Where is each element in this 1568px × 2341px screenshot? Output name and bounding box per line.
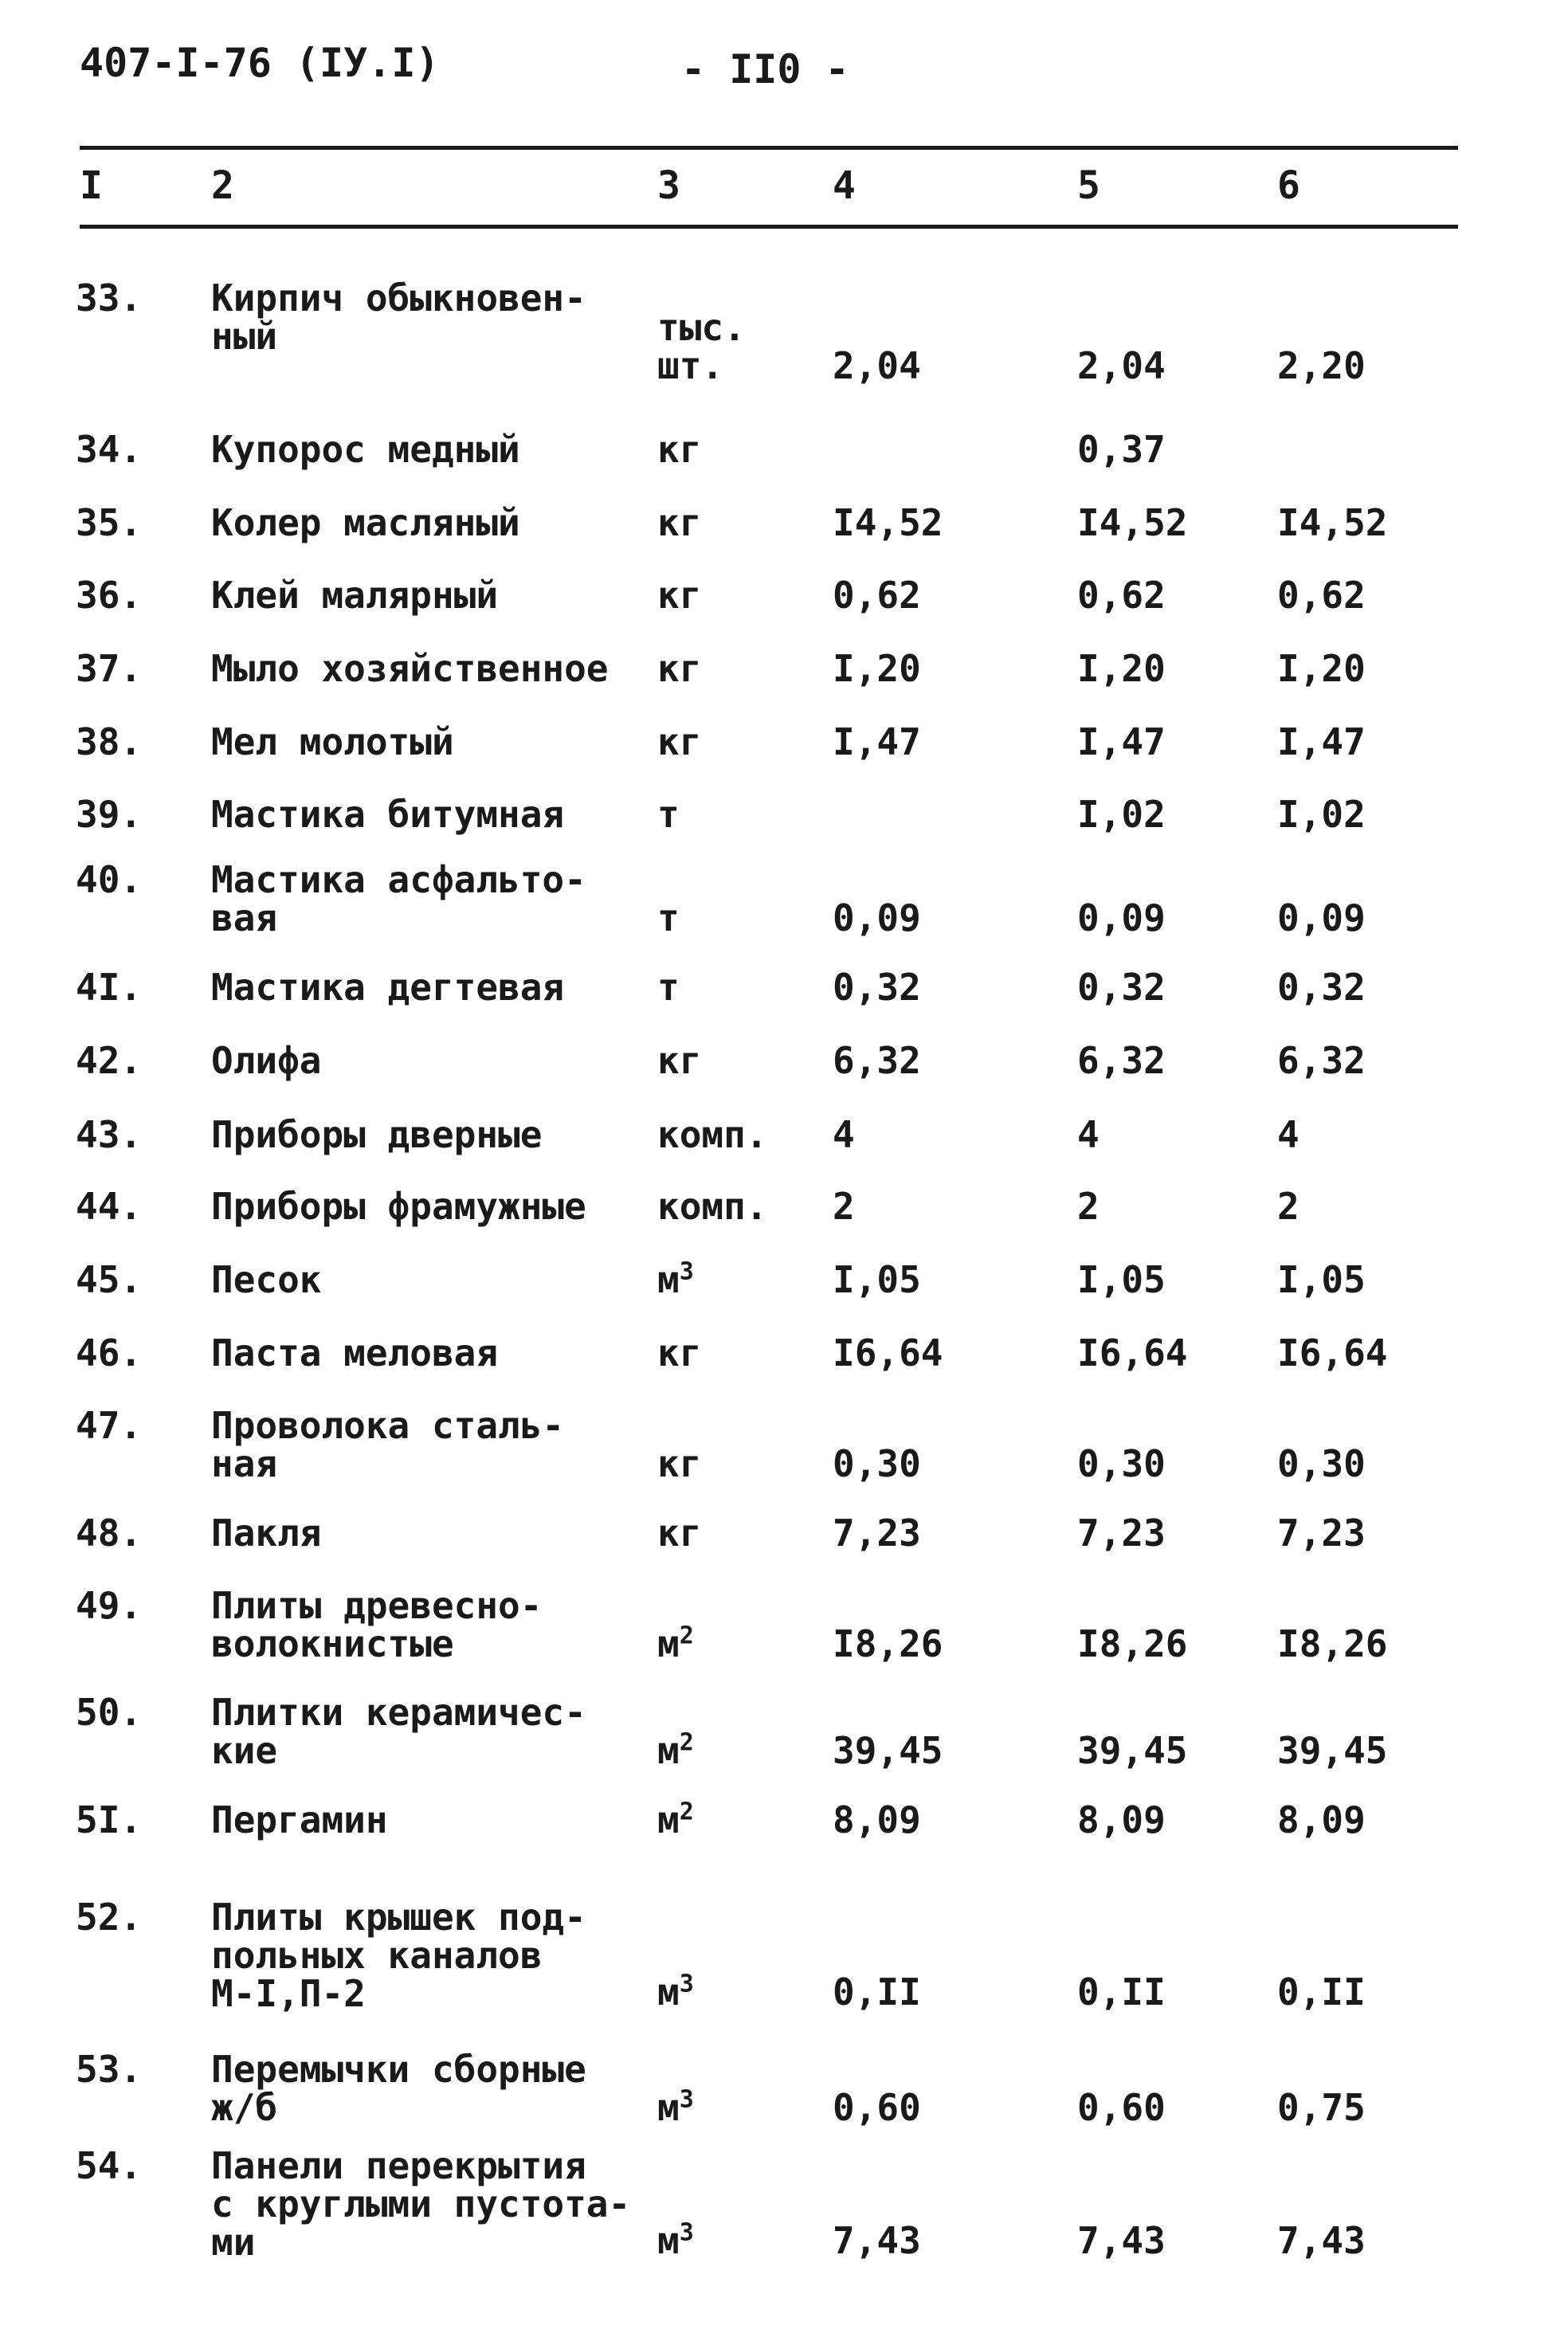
material-name: Плиты крышек под- польных каналов М-I,П-2 — [211, 1896, 586, 2015]
value-col-6: 7,43 — [1277, 2219, 1366, 2262]
unit: комп. — [657, 1113, 768, 1156]
value-col-6: I,47 — [1277, 720, 1366, 763]
column-header-4: 4 — [833, 163, 856, 208]
value-col-6: 39,45 — [1277, 1729, 1388, 1772]
unit: $м^3$ — [657, 2218, 694, 2262]
unit: $м^2$ — [657, 1621, 694, 1665]
material-name: Мастика битумная — [211, 793, 565, 836]
material-name: Приборы дверные — [211, 1113, 543, 1156]
value-col-6: 0,09 — [1277, 896, 1366, 939]
value-col-6: 0,62 — [1277, 574, 1366, 617]
value-col-6: 0,75 — [1277, 2086, 1366, 2129]
value-col-5: 0,60 — [1077, 2086, 1166, 2129]
unit: $м^2$ — [657, 1798, 694, 1841]
unit-exponent: 3 — [679, 1970, 694, 1998]
value-col-4: 39,45 — [833, 1729, 943, 1772]
material-name: Песок — [211, 1258, 322, 1301]
value-col-4: 4 — [833, 1113, 855, 1156]
value-col-5: 7,23 — [1077, 1512, 1166, 1555]
unit: $м^3$ — [657, 2085, 694, 2129]
unit-exponent: 2 — [679, 1728, 694, 1757]
row-number: 43. — [76, 1113, 143, 1156]
value-col-6: 8,09 — [1277, 1798, 1366, 1841]
value-col-5: 4 — [1077, 1113, 1100, 1156]
unit: кг — [657, 720, 702, 763]
value-col-5: 6,32 — [1077, 1039, 1166, 1082]
value-col-4: 8,09 — [833, 1798, 921, 1841]
unit-exponent: 3 — [679, 2218, 694, 2247]
row-number: 40. — [76, 858, 143, 901]
unit: тыс. шт. — [657, 306, 746, 387]
value-col-5: 2 — [1077, 1185, 1100, 1228]
unit: кг — [657, 574, 702, 617]
value-col-4: 0,II — [833, 1970, 921, 2014]
material-name: Панели перекрытия с круглыми пустота- ми — [211, 2144, 631, 2264]
value-col-5: 0,37 — [1077, 428, 1166, 471]
value-col-6: 0,32 — [1277, 966, 1366, 1009]
unit: кг — [657, 428, 702, 471]
value-col-5: 0,32 — [1077, 966, 1166, 1009]
value-col-6: I8,26 — [1277, 1622, 1388, 1665]
value-col-4: 0,60 — [833, 2086, 921, 2129]
material-name: Мыло хозяйственное — [211, 647, 609, 690]
value-col-5: 2,04 — [1077, 344, 1166, 387]
value-col-5: 0,62 — [1077, 574, 1166, 617]
page-number: - II0 - — [681, 46, 849, 92]
row-number: 46. — [76, 1331, 143, 1374]
row-number: 44. — [76, 1185, 143, 1228]
row-number: 34. — [76, 428, 143, 471]
value-col-5: I,47 — [1077, 720, 1166, 763]
unit: кг — [657, 647, 702, 690]
unit: кг — [657, 1331, 702, 1374]
document-code: 407-I-76 (IУ.I) — [80, 40, 440, 86]
material-name: Пакля — [211, 1512, 322, 1555]
value-col-4: 7,23 — [833, 1512, 921, 1555]
unit: т — [657, 793, 680, 836]
unit: кг — [657, 1442, 702, 1485]
value-col-4: 2 — [833, 1185, 855, 1228]
material-name: Проволока сталь- ная — [211, 1404, 565, 1485]
value-col-5: 0,II — [1077, 1970, 1166, 2014]
value-col-5: I,02 — [1077, 793, 1166, 836]
material-name: Колер масляный — [211, 501, 520, 544]
value-col-4: 6,32 — [833, 1039, 921, 1082]
unit: $м^2$ — [657, 1728, 694, 1772]
value-col-6: I,05 — [1277, 1258, 1366, 1301]
unit-exponent: 3 — [679, 1257, 694, 1286]
value-col-6: 6,32 — [1277, 1039, 1366, 1082]
value-col-5: 8,09 — [1077, 1798, 1166, 1841]
unit: кг — [657, 1039, 702, 1082]
value-col-5: I8,26 — [1077, 1622, 1188, 1665]
value-col-6: 7,23 — [1277, 1512, 1366, 1555]
row-number: 45. — [76, 1258, 143, 1301]
row-number: 35. — [76, 501, 143, 544]
unit: $м^3$ — [657, 1257, 694, 1301]
unit: кг — [657, 1512, 702, 1555]
material-name: Паста меловая — [211, 1331, 499, 1374]
material-name: Плитки керамичес- кие — [211, 1691, 586, 1772]
column-header-3: 3 — [657, 163, 680, 208]
material-name: Приборы фрамужные — [211, 1185, 586, 1228]
value-col-5: I,20 — [1077, 647, 1166, 690]
row-number: 50. — [76, 1691, 143, 1734]
material-name: Мастика асфальто- вая — [211, 858, 586, 939]
row-number: 39. — [76, 793, 143, 836]
value-col-6: I4,52 — [1277, 501, 1388, 544]
value-col-5: 7,43 — [1077, 2219, 1166, 2262]
value-col-6: I6,64 — [1277, 1331, 1388, 1374]
value-col-4: 0,09 — [833, 896, 921, 939]
material-name: Клей малярный — [211, 574, 499, 617]
value-col-5: I6,64 — [1077, 1331, 1188, 1374]
row-number: 33. — [76, 276, 143, 320]
row-number: 4I. — [76, 966, 143, 1009]
row-number: 37. — [76, 647, 143, 690]
material-name: Пергамин — [211, 1798, 388, 1841]
row-number: 38. — [76, 720, 143, 763]
value-col-4: 0,32 — [833, 966, 921, 1009]
row-number: 52. — [76, 1896, 143, 1939]
value-col-4: 7,43 — [833, 2219, 921, 2262]
material-name: Перемычки сборные ж/б — [211, 2048, 586, 2129]
value-col-4: 2,04 — [833, 344, 921, 387]
value-col-4: I,47 — [833, 720, 921, 763]
unit: кг — [657, 501, 702, 544]
value-col-6: 0,II — [1277, 1970, 1366, 2014]
row-number: 36. — [76, 574, 143, 617]
value-col-4: 0,30 — [833, 1442, 921, 1485]
column-header-5: 5 — [1077, 163, 1100, 208]
value-col-6: 0,30 — [1277, 1442, 1366, 1485]
material-name: Купорос медный — [211, 428, 520, 471]
unit: комп. — [657, 1185, 768, 1228]
row-number: 42. — [76, 1039, 143, 1082]
column-header-6: 6 — [1277, 163, 1300, 208]
value-col-5: I,05 — [1077, 1258, 1166, 1301]
value-col-6: 2,20 — [1277, 344, 1366, 387]
value-col-4: I8,26 — [833, 1622, 943, 1665]
row-number: 48. — [76, 1512, 143, 1555]
value-col-6: I,02 — [1277, 793, 1366, 836]
value-col-4: I,20 — [833, 647, 921, 690]
row-number: 53. — [76, 2048, 143, 2091]
value-col-5: 39,45 — [1077, 1729, 1188, 1772]
row-number: 47. — [76, 1404, 143, 1447]
unit: т — [657, 966, 680, 1009]
column-header-1: I — [80, 163, 103, 208]
value-col-4: I,05 — [833, 1258, 921, 1301]
column-header-2: 2 — [211, 163, 234, 208]
material-name: Кирпич обыкновен- ный — [211, 276, 586, 358]
row-number: 54. — [76, 2144, 143, 2187]
row-number: 49. — [76, 1584, 143, 1627]
unit-exponent: 2 — [679, 1798, 694, 1826]
unit-exponent: 3 — [679, 2085, 694, 2114]
unit: т — [657, 896, 680, 939]
row-number: 5I. — [76, 1798, 143, 1841]
material-name: Мел молотый — [211, 720, 454, 763]
value-col-6: 4 — [1277, 1113, 1299, 1156]
value-col-4: I4,52 — [833, 501, 943, 544]
unit: $м^3$ — [657, 1970, 694, 2014]
value-col-5: I4,52 — [1077, 501, 1188, 544]
material-name: Мастика дегтевая — [211, 966, 565, 1009]
material-name: Плиты древесно- волокнистые — [211, 1584, 543, 1665]
value-col-4: 0,62 — [833, 574, 921, 617]
value-col-4: I6,64 — [833, 1331, 943, 1374]
material-name: Олифа — [211, 1039, 322, 1082]
value-col-6: I,20 — [1277, 647, 1366, 690]
value-col-5: 0,09 — [1077, 896, 1166, 939]
value-col-5: 0,30 — [1077, 1442, 1166, 1485]
value-col-6: 2 — [1277, 1185, 1299, 1228]
unit-exponent: 2 — [679, 1621, 694, 1650]
